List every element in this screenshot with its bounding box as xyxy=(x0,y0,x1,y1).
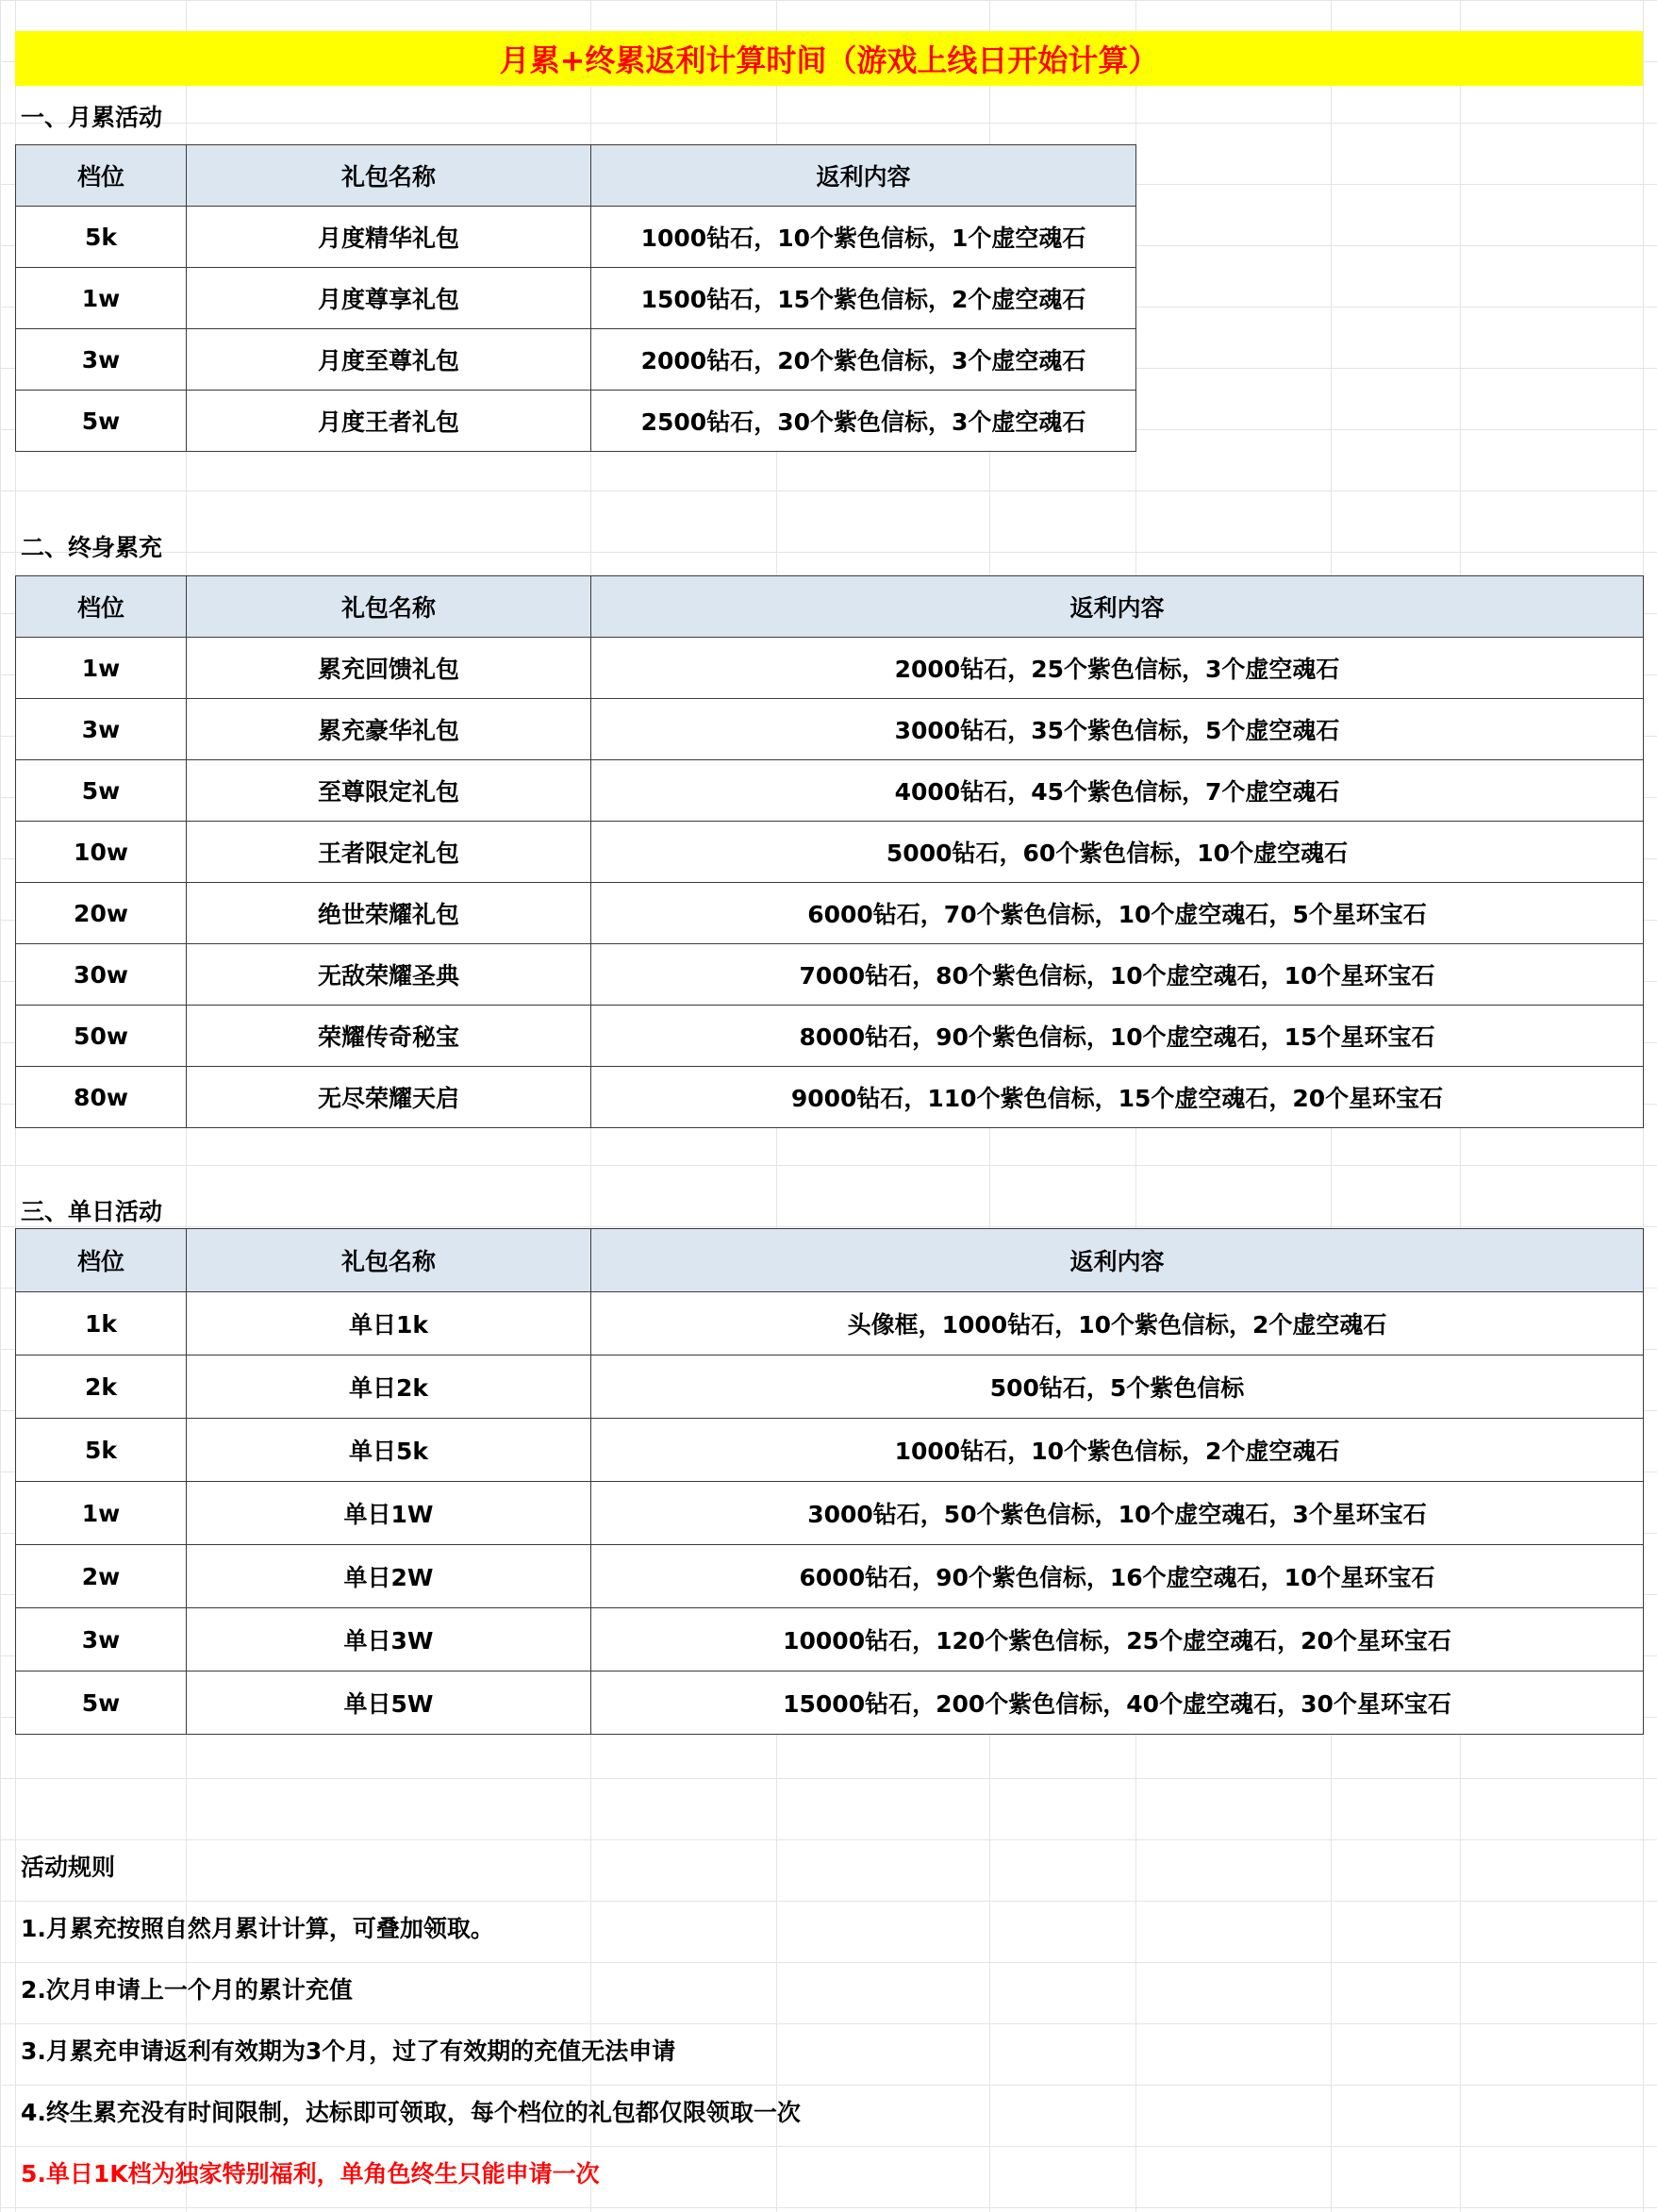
reward-cell: 6000钻石，70个紫色信标，10个虚空魂石，5个星环宝石 xyxy=(591,883,1644,944)
name-cell: 无尽荣耀天启 xyxy=(187,1067,591,1128)
table-row xyxy=(16,1292,1644,1355)
reward-cell: 头像框，1000钻石，10个紫色信标，2个虚空魂石 xyxy=(591,1292,1644,1355)
tier-cell: 1w xyxy=(16,268,187,329)
column-header-tier: 档位 xyxy=(16,1229,187,1292)
name-cell: 荣耀传奇秘宝 xyxy=(187,1006,591,1067)
rule-item-highlight: 5.单日1K档为独家特别福利，单角色终生只能申请一次 xyxy=(21,2160,600,2187)
column-header-tier: 档位 xyxy=(16,576,187,638)
reward-cell: 1500钻石，15个紫色信标，2个虚空魂石 xyxy=(591,268,1136,329)
reward-cell: 9000钻石，110个紫色信标，15个虚空魂石，20个星环宝石 xyxy=(591,1067,1644,1128)
table-row xyxy=(16,760,1644,822)
rules-heading: 活动规则 xyxy=(21,1854,116,1881)
section-heading-lifetime: 二、终身累充 xyxy=(21,534,163,561)
name-cell: 至尊限定礼包 xyxy=(187,760,591,822)
name-cell: 月度王者礼包 xyxy=(187,391,591,452)
table-row xyxy=(16,944,1644,1006)
table-row xyxy=(16,1545,1644,1608)
tier-cell: 1w xyxy=(16,1482,187,1545)
monthly-table xyxy=(15,144,1136,452)
tier-cell: 10w xyxy=(16,822,187,883)
tier-cell: 3w xyxy=(16,1608,187,1671)
column-header-name: 礼包名称 xyxy=(187,576,591,638)
name-cell: 单日5W xyxy=(187,1671,591,1735)
table-row xyxy=(16,1608,1644,1671)
section-heading-monthly: 一、月累活动 xyxy=(21,104,163,131)
tier-cell: 1w xyxy=(16,638,187,699)
tier-cell: 2w xyxy=(16,1545,187,1608)
reward-cell: 10000钻石，120个紫色信标，25个虚空魂石，20个星环宝石 xyxy=(591,1608,1644,1671)
table-row xyxy=(16,638,1644,699)
name-cell: 累充豪华礼包 xyxy=(187,699,591,760)
name-cell: 单日1k xyxy=(187,1292,591,1355)
tier-cell: 50w xyxy=(16,1006,187,1067)
table-row xyxy=(16,207,1136,268)
table-row xyxy=(16,1355,1644,1419)
name-cell: 月度尊享礼包 xyxy=(187,268,591,329)
column-header-name: 礼包名称 xyxy=(187,145,591,207)
name-cell: 单日2W xyxy=(187,1545,591,1608)
column-header-name: 礼包名称 xyxy=(187,1229,591,1292)
name-cell: 单日3W xyxy=(187,1608,591,1671)
tier-cell: 5w xyxy=(16,760,187,822)
table-row xyxy=(16,699,1644,760)
table-row xyxy=(16,822,1644,883)
table-row xyxy=(16,1067,1644,1128)
column-header-tier: 档位 xyxy=(16,145,187,207)
reward-cell: 8000钻石，90个紫色信标，10个虚空魂石，15个星环宝石 xyxy=(591,1006,1644,1067)
tier-cell: 5k xyxy=(16,1419,187,1482)
table-row xyxy=(16,1006,1644,1067)
reward-cell: 2000钻石，20个紫色信标，3个虚空魂石 xyxy=(591,329,1136,391)
tier-cell: 30w xyxy=(16,944,187,1006)
name-cell: 王者限定礼包 xyxy=(187,822,591,883)
name-cell: 月度至尊礼包 xyxy=(187,329,591,391)
table-row xyxy=(16,1482,1644,1545)
name-cell: 累充回馈礼包 xyxy=(187,638,591,699)
daily-table xyxy=(15,1228,1644,1735)
tier-cell: 5k xyxy=(16,207,187,268)
reward-cell: 500钻石，5个紫色信标 xyxy=(591,1355,1644,1419)
rule-item: 2.次月申请上一个月的累计充值 xyxy=(21,1976,353,2004)
column-header-reward: 返利内容 xyxy=(591,576,1644,638)
table-row xyxy=(16,1419,1644,1482)
reward-cell: 1000钻石，10个紫色信标，1个虚空魂石 xyxy=(591,207,1136,268)
name-cell: 单日1W xyxy=(187,1482,591,1545)
reward-cell: 4000钻石，45个紫色信标，7个虚空魂石 xyxy=(591,760,1644,822)
reward-cell: 2500钻石，30个紫色信标，3个虚空魂石 xyxy=(591,391,1136,452)
reward-cell: 15000钻石，200个紫色信标，40个虚空魂石，30个星环宝石 xyxy=(591,1671,1644,1735)
column-header-reward: 返利内容 xyxy=(591,145,1136,207)
reward-cell: 1000钻石，10个紫色信标，2个虚空魂石 xyxy=(591,1419,1644,1482)
page-title: 月累+终累返利计算时间（游戏上线日开始计算） xyxy=(15,31,1643,86)
name-cell: 单日5k xyxy=(187,1419,591,1482)
rule-item: 3.月累充申请返利有效期为3个月，过了有效期的充值无法申请 xyxy=(21,2037,676,2065)
tier-cell: 80w xyxy=(16,1067,187,1128)
column-header-reward: 返利内容 xyxy=(591,1229,1644,1292)
tier-cell: 3w xyxy=(16,699,187,760)
tier-cell: 2k xyxy=(16,1355,187,1419)
name-cell: 月度精华礼包 xyxy=(187,207,591,268)
tier-cell: 1k xyxy=(16,1292,187,1355)
table-row xyxy=(16,883,1644,944)
reward-cell: 7000钻石，80个紫色信标，10个虚空魂石，10个星环宝石 xyxy=(591,944,1644,1006)
tier-cell: 3w xyxy=(16,329,187,391)
reward-cell: 5000钻石，60个紫色信标，10个虚空魂石 xyxy=(591,822,1644,883)
reward-cell: 2000钻石，25个紫色信标，3个虚空魂石 xyxy=(591,638,1644,699)
rule-item: 1.月累充按照自然月累计计算，可叠加领取。 xyxy=(21,1915,494,1942)
table-row xyxy=(16,268,1136,329)
reward-cell: 3000钻石，35个紫色信标，5个虚空魂石 xyxy=(591,699,1644,760)
table-row xyxy=(16,391,1136,452)
section-heading-daily: 三、单日活动 xyxy=(21,1198,163,1225)
rule-item: 4.终生累充没有时间限制，达标即可领取，每个档位的礼包都仅限领取一次 xyxy=(21,2099,801,2126)
reward-cell: 3000钻石，50个紫色信标，10个虚空魂石，3个星环宝石 xyxy=(591,1482,1644,1545)
table-row xyxy=(16,329,1136,391)
tier-cell: 5w xyxy=(16,391,187,452)
table-row xyxy=(16,1671,1644,1735)
name-cell: 单日2k xyxy=(187,1355,591,1419)
name-cell: 绝世荣耀礼包 xyxy=(187,883,591,944)
tier-cell: 20w xyxy=(16,883,187,944)
tier-cell: 5w xyxy=(16,1671,187,1735)
name-cell: 无敌荣耀圣典 xyxy=(187,944,591,1006)
reward-cell: 6000钻石，90个紫色信标，16个虚空魂石，10个星环宝石 xyxy=(591,1545,1644,1608)
lifetime-table xyxy=(15,575,1644,1128)
